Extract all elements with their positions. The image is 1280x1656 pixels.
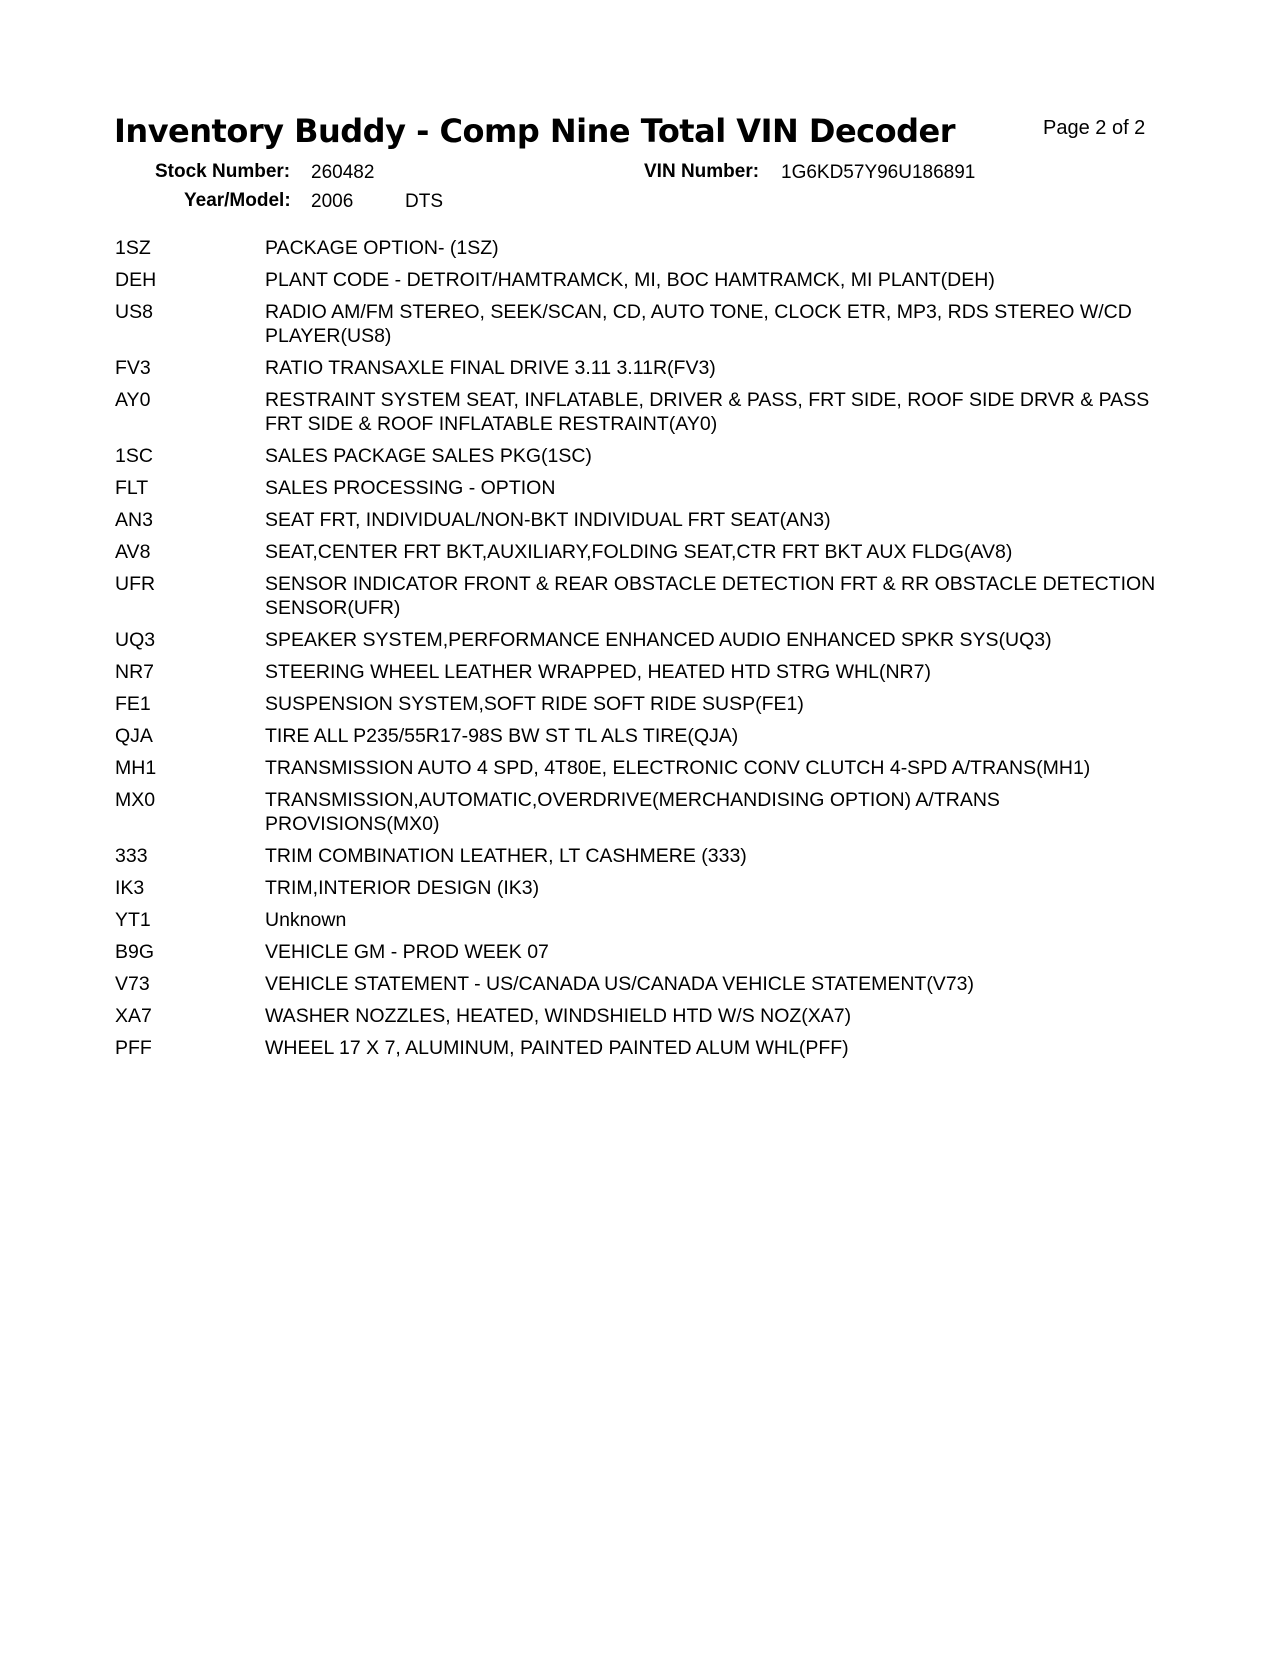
option-code: UQ3: [115, 629, 156, 651]
option-description: PLANT CODE - DETROIT/HAMTRAMCK, MI, BOC HAMTRAMCK, MI PLANT(DEH): [265, 269, 995, 291]
option-code: 1SZ: [115, 237, 151, 259]
option-description: RESTRAINT SYSTEM SEAT, INFLATABLE, DRIVER & PASS, FRT SIDE, ROOF SIDE DRVR & PASS FRT SIDE & ROOF INFLATABLE RESTRAINT(AY0): [265, 389, 1150, 435]
stock-number-value: 260482: [311, 162, 375, 183]
option-row: [115, 876, 1175, 900]
option-description: VEHICLE STATEMENT - US/CANADA US/CANADA VEHICLE STATEMENT(V73): [265, 973, 974, 995]
vin-number-label: VIN Number:: [644, 161, 760, 182]
option-row: [115, 724, 1175, 748]
option-description: RATIO TRANSAXLE FINAL DRIVE 3.11 3.11R(FV3): [265, 357, 716, 379]
option-row: [115, 692, 1175, 716]
option-row: [115, 660, 1175, 684]
option-row: [115, 444, 1175, 468]
option-row: [115, 388, 1175, 436]
page-indicator: Page 2 of 2: [1043, 117, 1146, 139]
option-code: NR7: [115, 661, 155, 683]
option-code: US8: [115, 301, 153, 323]
option-description: SEAT FRT, INDIVIDUAL/NON-BKT INDIVIDUAL FRT SEAT(AN3): [265, 509, 831, 531]
option-code: MX0: [115, 789, 156, 811]
option-row: [115, 476, 1175, 500]
option-code: B9G: [115, 941, 155, 963]
option-description: SUSPENSION SYSTEM,SOFT RIDE SOFT RIDE SUSP(FE1): [265, 693, 804, 715]
option-code: QJA: [115, 725, 153, 747]
option-description: SENSOR INDICATOR FRONT & REAR OBSTACLE DETECTION FRT & RR OBSTACLE DETECTION SENSOR(UFR): [265, 573, 1156, 619]
option-row: [115, 788, 1175, 836]
option-code: XA7: [115, 1005, 152, 1027]
option-description: WHEEL 17 X 7, ALUMINUM, PAINTED PAINTED ALUM WHL(PFF): [265, 1037, 849, 1059]
option-description: WASHER NOZZLES, HEATED, WINDSHIELD HTD W/S NOZ(XA7): [265, 1005, 852, 1027]
model-value: DTS: [405, 191, 443, 212]
option-row: [115, 844, 1175, 868]
option-description: SEAT,CENTER FRT BKT,AUXILIARY,FOLDING SEAT,CTR FRT BKT AUX FLDG(AV8): [265, 541, 1013, 563]
option-row: [115, 756, 1175, 780]
option-code: MH1: [115, 757, 157, 779]
option-code: V73: [115, 973, 150, 995]
option-code-list: [115, 236, 1175, 1068]
option-description: SPEAKER SYSTEM,PERFORMANCE ENHANCED AUDIO ENHANCED SPKR SYS(UQ3): [265, 629, 1052, 651]
option-row: [115, 940, 1175, 964]
option-description: STEERING WHEEL LEATHER WRAPPED, HEATED HTD STRG WHL(NR7): [265, 661, 931, 683]
option-row: [115, 236, 1175, 260]
option-row: [115, 628, 1175, 652]
option-code: FE1: [115, 693, 151, 715]
option-description: Unknown: [265, 909, 347, 931]
option-code: AY0: [115, 389, 151, 411]
option-row: [115, 356, 1175, 380]
option-code: AV8: [115, 541, 151, 563]
year-value: 2006: [311, 191, 354, 212]
option-code: FLT: [115, 477, 149, 499]
option-row: [115, 508, 1175, 532]
option-description: TIRE ALL P235/55R17-98S BW ST TL ALS TIRE(QJA): [265, 725, 739, 747]
document-title: Inventory Buddy - Comp Nine Total VIN Decoder: [114, 112, 955, 150]
option-description: RADIO AM/FM STEREO, SEEK/SCAN, CD, AUTO TONE, CLOCK ETR, MP3, RDS STEREO W/CD PLAYER(US8): [265, 301, 1132, 347]
option-code: DEH: [115, 269, 157, 291]
option-row: [115, 972, 1175, 996]
option-code: YT1: [115, 909, 151, 931]
option-description: SALES PROCESSING - OPTION: [265, 477, 556, 499]
option-code: AN3: [115, 509, 153, 531]
option-code: PFF: [115, 1037, 152, 1059]
option-description: PACKAGE OPTION- (1SZ): [265, 237, 499, 259]
option-row: [115, 572, 1175, 620]
option-code: UFR: [115, 573, 156, 595]
year-model-label: Year/Model:: [184, 190, 291, 211]
stock-number-label: Stock Number:: [155, 161, 291, 182]
option-description: VEHICLE GM - PROD WEEK 07: [265, 941, 549, 963]
option-row: [115, 1036, 1175, 1060]
option-row: [115, 268, 1175, 292]
option-code: IK3: [115, 877, 145, 899]
option-description: SALES PACKAGE SALES PKG(1SC): [265, 445, 592, 467]
option-code: FV3: [115, 357, 151, 379]
option-row: [115, 540, 1175, 564]
option-row: [115, 1004, 1175, 1028]
option-description: TRIM COMBINATION LEATHER, LT CASHMERE (333): [265, 845, 747, 867]
vin-number-value: 1G6KD57Y96U186891: [781, 162, 976, 183]
option-code: 333: [115, 845, 148, 867]
option-row: [115, 908, 1175, 932]
option-description: TRANSMISSION,AUTOMATIC,OVERDRIVE(MERCHANDISING OPTION) A/TRANS PROVISIONS(MX0): [265, 789, 1000, 835]
option-description: TRIM,INTERIOR DESIGN (IK3): [265, 877, 540, 899]
option-description: TRANSMISSION AUTO 4 SPD, 4T80E, ELECTRONIC CONV CLUTCH 4-SPD A/TRANS(MH1): [265, 757, 1091, 779]
option-code: 1SC: [115, 445, 153, 467]
option-row: [115, 300, 1175, 348]
